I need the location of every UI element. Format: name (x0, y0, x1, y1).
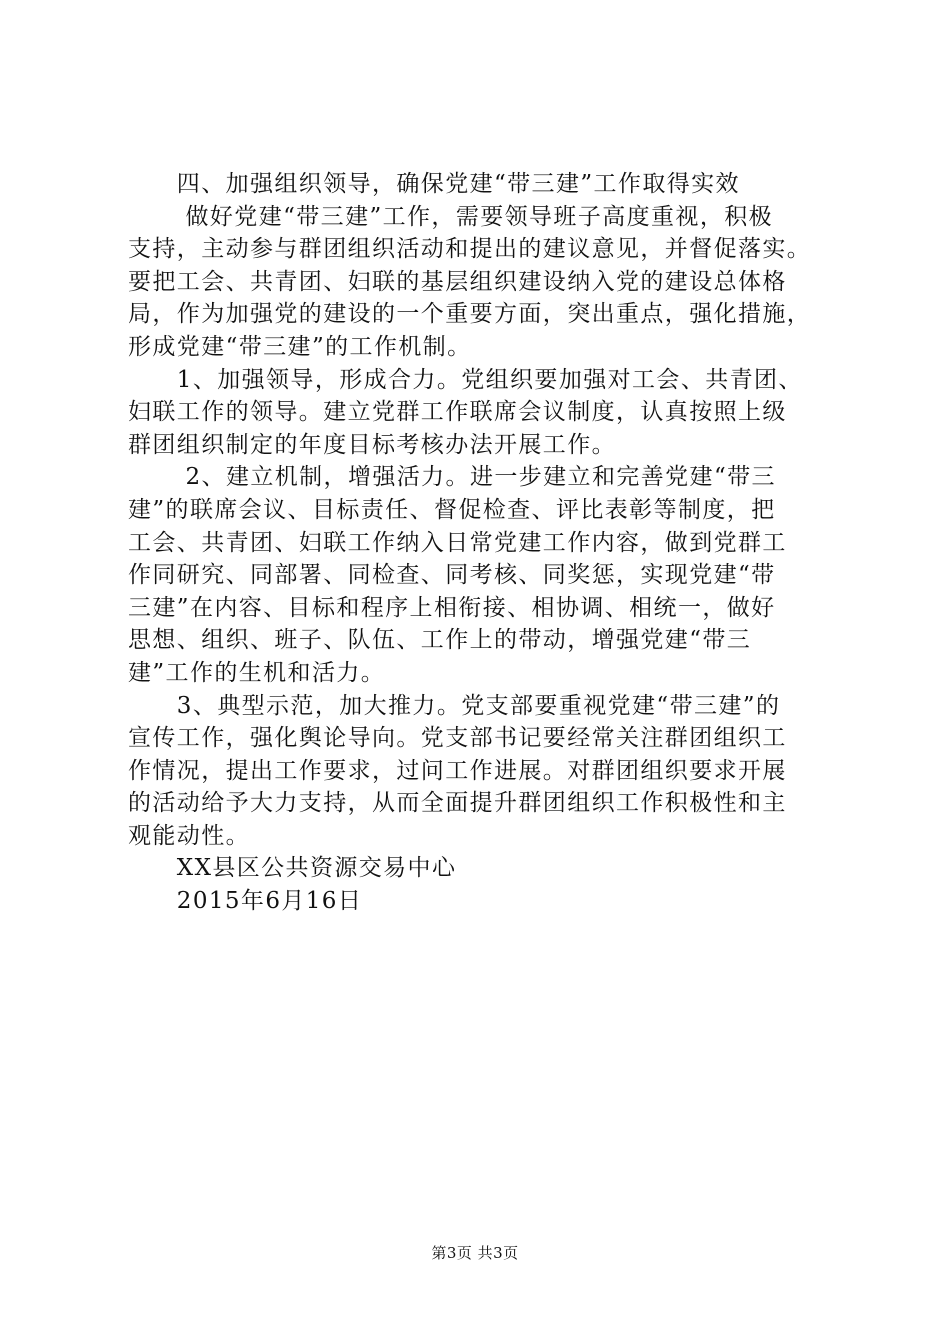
paragraph-line: 妇联工作的领导。建立党群工作联席会议制度，认真按照上级 (128, 399, 787, 426)
paragraph-line: 群团组织制定的年度目标考核办法开展工作。 (128, 431, 616, 458)
signature-date: 2015年6月16日 (128, 888, 363, 915)
page-number-footer: 第3页 共3页 (431, 1244, 519, 1262)
paragraph-line: 建”的联席会议、目标责任、督促检查、评比表彰等制度，把 (128, 496, 776, 523)
signature-organization: XX县区公共资源交易中心 (128, 855, 457, 882)
paragraph-line: 三建”在内容、目标和程序上相衔接、相协调、相统一，做好 (128, 594, 776, 621)
paragraph-line: 局，作为加强党的建设的一个重要方面，突出重点，强化措施， (128, 301, 812, 328)
paragraph-line: 要把工会、共青团、妇联的基层组织建设纳入党的建设总体格 (128, 268, 787, 295)
paragraph-line: 2、建立机制，增强活力。进一步建立和完善党建“带三 (128, 464, 776, 491)
paragraph-line: 工会、共青团、妇联工作纳入日常党建工作内容，做到党群工 (128, 529, 787, 556)
paragraph-line: 建”工作的生机和活力。 (128, 659, 386, 686)
paragraph-line: 作情况，提出工作要求，过问工作进展。对群团组织要求开展 (128, 757, 787, 784)
paragraph-line: 观能动性。 (128, 822, 250, 849)
paragraph-line: 1、加强领导，形成合力。党组织要加强对工会、共青团、 (128, 366, 803, 393)
paragraph-line: 形成党建“带三建”的工作机制。 (128, 333, 472, 360)
paragraph-line: 作同研究、同部署、同检查、同考核、同奖惩，实现党建“带 (128, 562, 776, 589)
paragraph-line: 思想、组织、班子、队伍、工作上的带动，增强党建“带三 (128, 627, 752, 654)
document-body (128, 168, 828, 918)
paragraph-line: 支持，主动参与群团组织活动和提出的建议意见，并督促落实。 (128, 236, 812, 263)
section-heading: 四、加强组织领导，确保党建“带三建”工作取得实效 (128, 171, 740, 197)
paragraph-line: 宣传工作，强化舆论导向。党支部书记要经常关注群团组织工 (128, 725, 787, 752)
paragraph-line: 3、典型示范，加大推力。党支部要重视党建“带三建”的 (128, 692, 781, 719)
paragraph-line: 的活动给予大力支持，从而全面提升群团组织工作积极性和主 (128, 790, 787, 817)
paragraph-line: 做好党建“带三建”工作，需要领导班子高度重视，积极 (128, 203, 774, 230)
